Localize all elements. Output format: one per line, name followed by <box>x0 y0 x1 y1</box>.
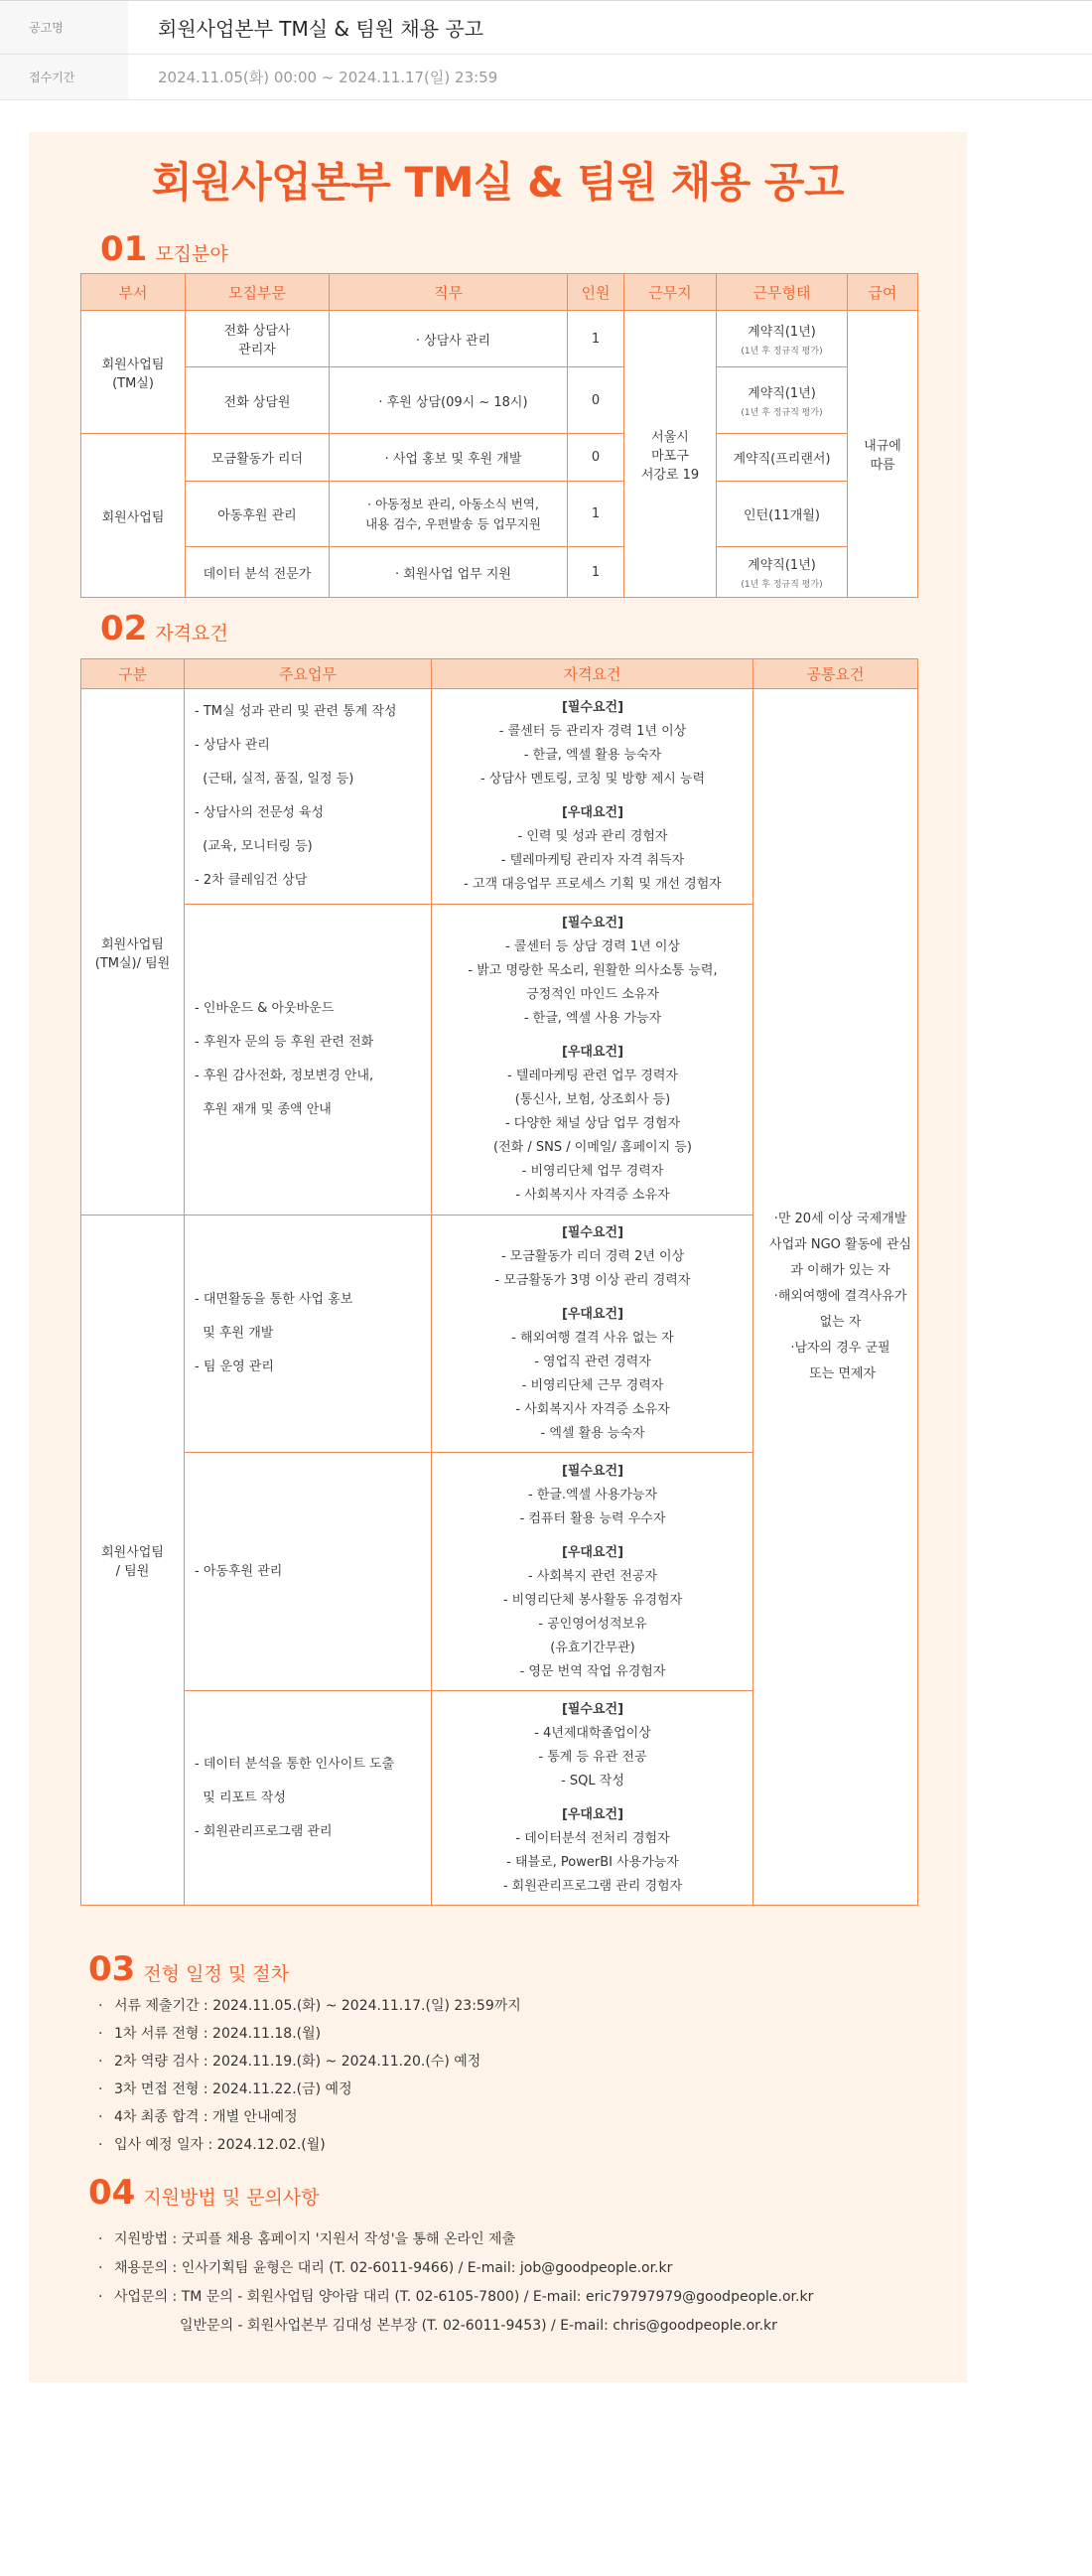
duty-cell: · 아동정보 관리, 아동소식 번역, 내용 검수, 우편발송 등 업무지원 <box>330 482 568 547</box>
poster-title: 회원사업본부 TM실 & 팀원 채용 공고 <box>151 158 845 207</box>
duty-cell: - 인바운드 & 아웃바운드 - 후원자 문의 등 후원 관련 전화 - 후원 감사전화, 정보변경 안내, 후원 재개 및 종액 안내 <box>185 905 432 1216</box>
count-cell: 0 <box>568 367 624 434</box>
list-item: · 3차 면접 전형 : 2024.11.22.(금) 예정 <box>98 2081 352 2097</box>
count-cell: 1 <box>568 311 624 367</box>
table-header-row <box>81 659 918 689</box>
recruit-field-table <box>80 273 918 598</box>
application-period: 2024.11.05(화) 00:00 ~ 2024.11.17(일) 23:59 <box>158 69 498 86</box>
location-cell: 서울시 마포구 서강로 19 <box>624 311 717 598</box>
title-row <box>0 1 1092 55</box>
list-item: · 입사 예정 일자 : 2024.12.02.(월) <box>98 2137 326 2153</box>
section-title: 지원방법 및 문의사항 <box>143 2187 320 2209</box>
section-number: 03 <box>88 1949 136 1989</box>
table-row <box>81 311 918 367</box>
col-header: 근무지 <box>624 274 717 311</box>
requirement-cell: [필수요건] - 콜센터 등 상담 경력 1년 이상 - 밝고 명랑한 목소리, 원활한 의사소통 능력, 긍정적인 마인드 소유자 - 한글, 엑셀 사용 가능자 [우대요건] - 텔레마케팅 관련 업무 경력자 (통신사, 보험, 상조회사 등) - 다양한 채널 상담 업무 경험자 (전화 / SNS / 이메일/ 홈페이지 등) - 비영리단체 업무 경력자 - 사회복지사 자격증 소유자 <box>432 905 753 1216</box>
section-schedule-heading <box>88 1949 289 1989</box>
part-cell: 전화 상담사 관리자 <box>186 311 330 367</box>
count-cell: 1 <box>568 482 624 547</box>
job-poster <box>29 132 967 2382</box>
common-requirement-cell: ·만 20세 이상 국제개발 사업과 NGO 활동에 관심 과 이해가 있는 자 ·해외여행에 결격사유가 없는 자 ·남자의 경우 군필 또는 면제자 <box>753 689 918 1906</box>
contact-list <box>98 2225 813 2341</box>
duty-cell: - TM실 성과 관리 및 관련 통계 작성 - 상담사 관리 (근태, 실적, 품질, 일정 등) - 상담사의 전문성 육성 (교육, 모니터링 등) - 2차 클레임건 상담 <box>185 689 432 905</box>
part-cell: 전화 상담원 <box>186 367 330 434</box>
part-cell: 모금활동가 리더 <box>186 434 330 482</box>
section-title: 모집분야 <box>155 243 228 265</box>
dept-cell: 회원사업팀 <box>81 434 186 598</box>
table-row <box>81 434 918 482</box>
duty-cell: - 대면활동을 통한 사업 홍보 및 후원 개발 - 팀 운영 관리 <box>185 1216 432 1453</box>
type-cell: 계약직(1년) (1년 후 정규직 평가) <box>717 547 848 598</box>
count-cell: 1 <box>568 547 624 598</box>
requirement-cell: [필수요건] - 콜센터 등 관리자 경력 1년 이상 - 한글, 엑셀 활용 능숙자 - 상담사 멘토링, 코칭 및 방향 제시 능력 [우대요건] - 인력 및 성과 관리 경험자 - 텔레마케팅 관리자 자격 취득자 - 고객 대응업무 프로세스 기획 및 개선 경험자 <box>432 689 753 905</box>
col-header: 인원 <box>568 274 624 311</box>
list-item: · 지원방법 : 굿피플 채용 홈페이지 '지원서 작성'을 통해 온라인 제출 <box>98 2231 516 2247</box>
col-header: 근무형태 <box>717 274 848 311</box>
count-cell: 0 <box>568 434 624 482</box>
dept-cell: 회원사업팀 (TM실) <box>81 311 186 434</box>
part-cell: 데이터 분석 전문가 <box>186 547 330 598</box>
requirement-cell: [필수요건] - 한글.엑셀 사용가능자 - 컴퓨터 활용 능력 우수자 [우대요건] - 사회복지 관련 전공자 - 비영리단체 봉사활동 유경험자 - 공인영어성적보유 (유효기간무관) - 영문 번역 작업 유경험자 <box>432 1453 753 1691</box>
type-cell: 계약직(프리랜서) <box>717 434 848 482</box>
list-item: · 1차 서류 전형 : 2024.11.18.(월) <box>98 2026 322 2042</box>
duty-cell: · 회원사업 업무 지원 <box>330 547 568 598</box>
section-title: 자격요건 <box>155 623 228 644</box>
list-item: 일반문의 - 회원사업본부 김대성 본부장 (T. 02-6011-9453) / E-mail: chris@goodpeople.or.kr <box>180 2318 777 2334</box>
table-row <box>81 689 918 905</box>
duty-cell: - 데이터 분석을 통한 인사이트 도출 및 리포트 작성 - 회원관리프로그램 관리 <box>185 1691 432 1906</box>
title-label: 공고명 <box>0 1 128 54</box>
qualification-table <box>80 658 918 1906</box>
section-number: 04 <box>88 2173 136 2213</box>
type-cell: 인턴(11개월) <box>717 482 848 547</box>
table-header-row <box>81 274 918 311</box>
type-cell: 계약직(1년) (1년 후 정규직 평가) <box>717 311 848 367</box>
requirement-cell: [필수요건] - 4년제대학졸업이상 - 통계 등 유관 전공 - SQL 작성 [우대요건] - 데이터분석 전처리 경험자 - 태블로, PowerBI 사용가능자 - 회원관리프로그램 관리 경험자 <box>432 1691 753 1906</box>
requirement-cell: [필수요건] - 모금활동가 리더 경력 2년 이상 - 모금활동가 3명 이상 관리 경력자 [우대요건] - 해외여행 결격 사유 없는 자 - 영업직 관련 경력자 - 비영리단체 근무 경력자 - 사회복지사 자격증 소유자 - 엑셀 활용 능숙자 <box>432 1216 753 1453</box>
list-item: · 2차 역량 검사 : 2024.11.19.(화) ~ 2024.11.20.(수) 예정 <box>98 2054 481 2070</box>
table-row <box>81 367 918 434</box>
part-cell: 아동후원 관리 <box>186 482 330 547</box>
list-item: · 채용문의 : 인사기획팀 윤형은 대리 (T. 02-6011-9466) / E-mail: job@goodpeople.or.kr <box>98 2260 673 2276</box>
group-cell: 회원사업팀 (TM실)/ 팀원 <box>81 689 185 1216</box>
section-number: 02 <box>100 609 148 648</box>
table-row <box>81 547 918 598</box>
group-cell: 회원사업팀 / 팀원 <box>81 1216 185 1906</box>
col-header: 급여 <box>848 274 918 311</box>
section-qualification-heading <box>100 609 228 648</box>
col-header: 주요업무 <box>185 659 432 689</box>
col-header: 모집부문 <box>186 274 330 311</box>
job-title: 회원사업본부 TM실 & 팀원 채용 공고 <box>158 17 484 41</box>
duty-cell: - 아동후원 관리 <box>185 1453 432 1691</box>
list-item: · 사업문의 : TM 문의 - 회원사업팀 양아람 대리 (T. 02-6105-7800) / E-mail: eric79797979@goodpeople.or.kr <box>98 2289 814 2305</box>
col-header: 부서 <box>81 274 186 311</box>
col-header: 구분 <box>81 659 185 689</box>
duty-cell: · 후원 상담(09시 ~ 18시) <box>330 367 568 434</box>
col-header: 자격요건 <box>432 659 753 689</box>
duty-cell: · 사업 홍보 및 후원 개발 <box>330 434 568 482</box>
table-row <box>81 482 918 547</box>
list-item: · 4차 최종 합격 : 개별 안내예정 <box>98 2109 298 2125</box>
type-cell: 계약직(1년) (1년 후 정규직 평가) <box>717 367 848 434</box>
section-number: 01 <box>100 229 148 269</box>
salary-cell: 내규에 따름 <box>848 311 918 598</box>
section-contact-heading <box>88 2173 320 2213</box>
period-row <box>0 55 1092 100</box>
duty-cell: · 상담사 관리 <box>330 311 568 367</box>
schedule-list <box>98 1992 521 2159</box>
col-header: 공통요건 <box>753 659 918 689</box>
section-title: 전형 일정 및 절차 <box>143 1963 289 1985</box>
period-label: 접수기간 <box>0 55 128 99</box>
section-recruit-field-heading <box>100 229 228 269</box>
job-info-table <box>0 0 1092 100</box>
col-header: 직무 <box>330 274 568 311</box>
list-item: · 서류 제출기간 : 2024.11.05.(화) ~ 2024.11.17.(일) 23:59까지 <box>98 1998 521 2014</box>
